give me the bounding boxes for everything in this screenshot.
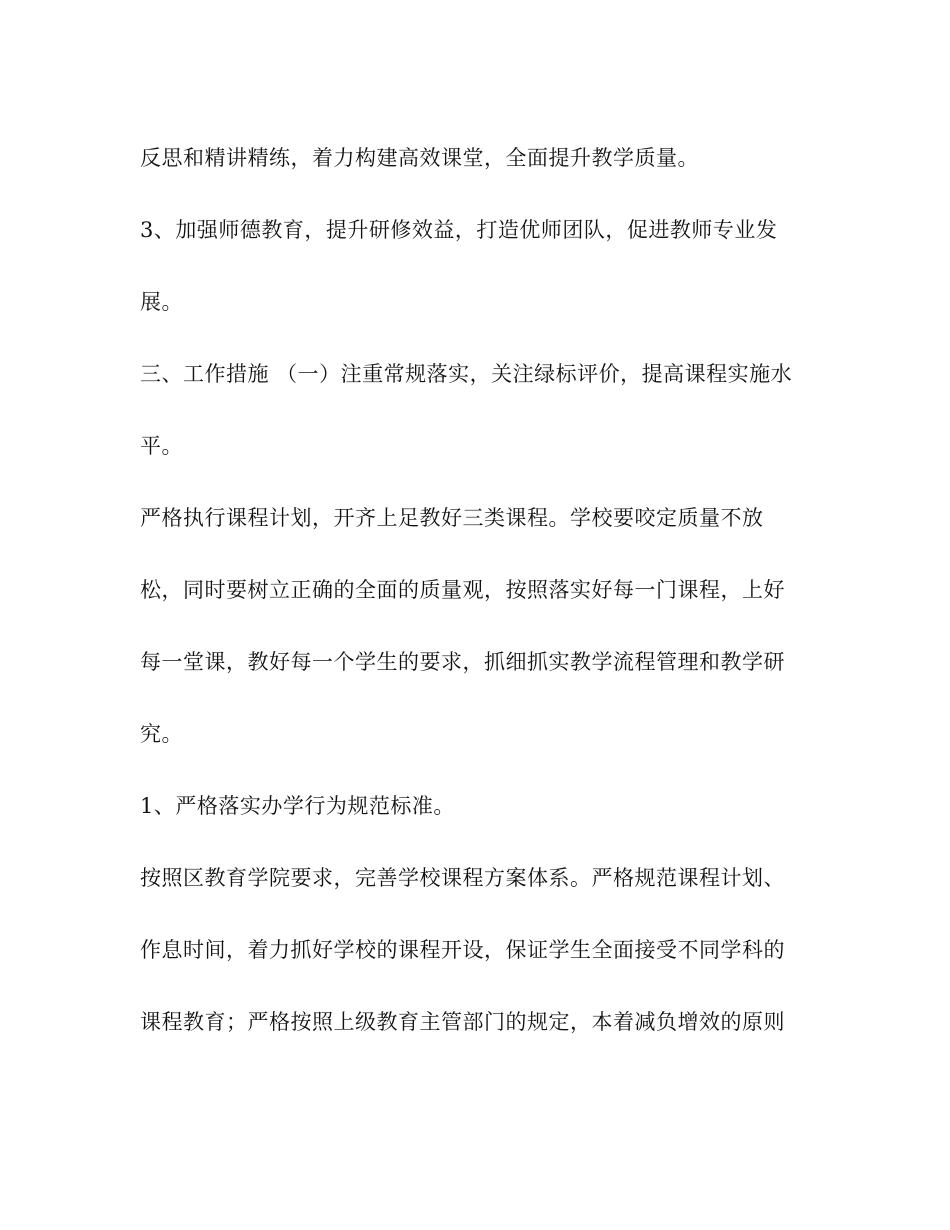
text-line: 按照区教育学院要求，完善学校课程方案体系。严格规范课程计划、	[140, 866, 785, 890]
text-line: 平。	[140, 434, 183, 458]
text-line: 松，同时要树立正确的全面的质量观，按照落实好每一门课程，上好	[140, 578, 785, 602]
text-line: 课程教育；严格按照上级教育主管部门的规定，本着减负增效的原则	[140, 1010, 785, 1034]
text-line: 每一堂课，教好每一个学生的要求，抓细抓实教学流程管理和教学研	[140, 650, 785, 674]
text-line: 展。	[140, 290, 183, 314]
text-line: 反思和精讲精练，着力构建高效课堂，全面提升教学质量。	[140, 146, 699, 170]
text-line: 严格执行课程计划，开齐上足教好三类课程。学校要咬定质量不放	[140, 506, 764, 530]
subsection-heading: 1、严格落实办学行为规范标准。	[140, 794, 455, 818]
text-line: 作息时间，着力抓好学校的课程开设，保证学生全面接受不同学科的	[140, 938, 785, 962]
text-line: 究。	[140, 722, 183, 746]
text-line: 3、加强师德教育，提升研修效益，打造优师团队，促进教师专业发	[140, 218, 778, 242]
section-heading: 三、工作措施 （一）注重常规落实，关注绿标评价，提高课程实施水	[140, 362, 793, 386]
document-body	[140, 122, 820, 1058]
